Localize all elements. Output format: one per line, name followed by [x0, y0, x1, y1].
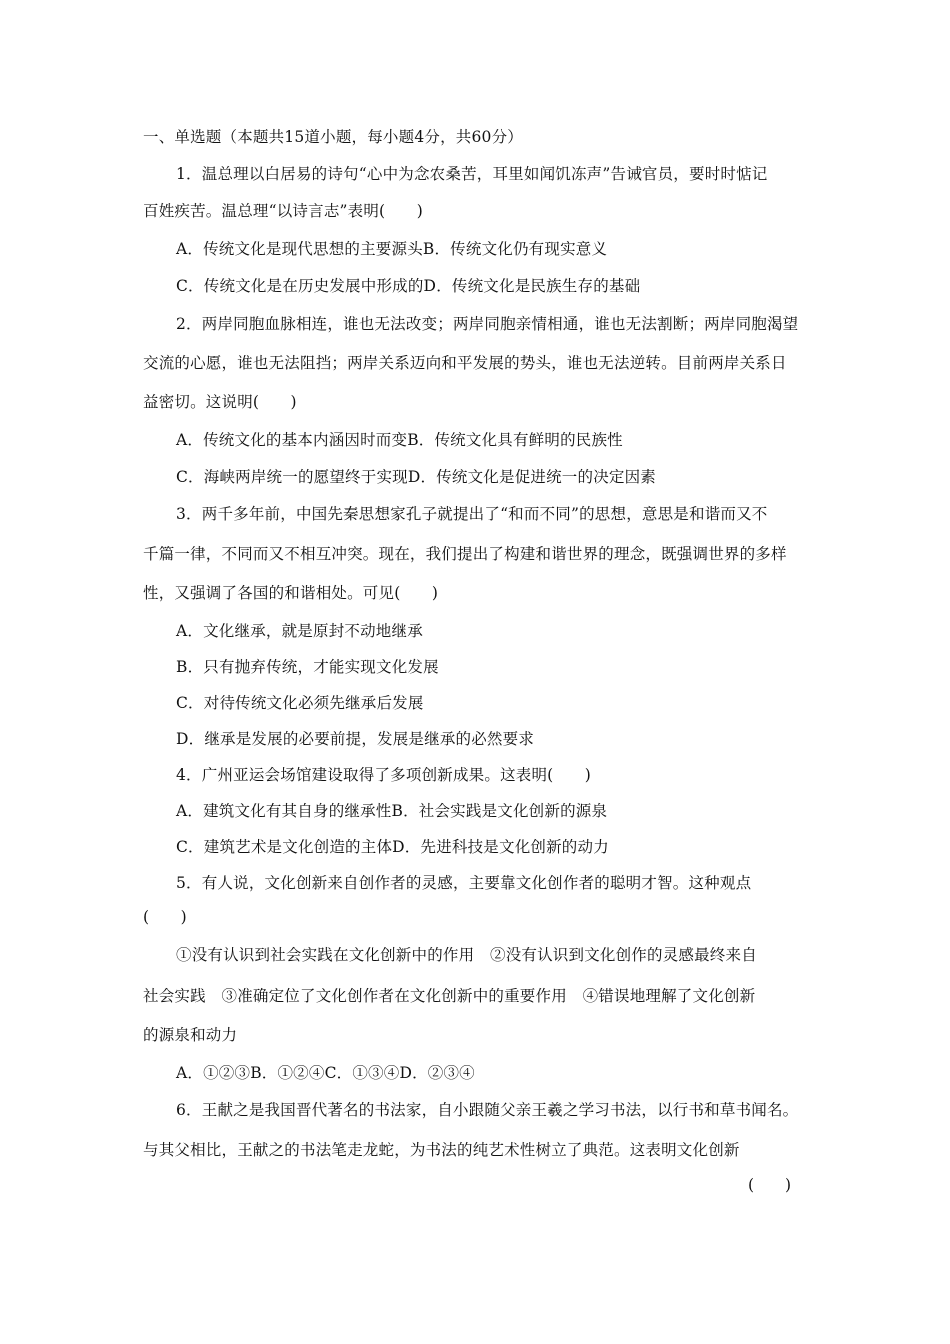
question-4-option-cd: C．建筑艺术是文化创造的主体D．先进科技是文化创新的动力	[176, 838, 609, 856]
question-3-stem-line-3: 性，又强调了各国的和谐相处。可见( )	[143, 584, 439, 602]
question-2-option-cd: C．海峡两岸统一的愿望终于实现D．传统文化是促进统一的决定因素	[176, 468, 656, 486]
question-2-option-ab: A．传统文化的基本内涵因时而变B．传统文化具有鲜明的民族性	[176, 431, 623, 449]
question-4-stem-line-1: 4．广州亚运会场馆建设取得了多项创新成果。这表明( )	[176, 766, 592, 784]
question-2-stem-line-2: 交流的心愿，谁也无法阻挡；两岸关系迈向和平发展的势头，谁也无法逆转。目前两岸关系日	[143, 354, 787, 372]
question-3-option-d: D．继承是发展的必要前提，发展是继承的必然要求	[176, 730, 535, 748]
section-heading: 一、单选题（本题共15道小题，每小题4分，共60分）	[143, 128, 524, 146]
question-5-stem-line-1: 5．有人说，文化创新来自创作者的灵感，主要靠文化创作者的聪明才智。这种观点	[176, 874, 752, 892]
question-6-stem-line-2: 与其父相比，王献之的书法笔走龙蛇，为书法的纯艺术性树立了典范。这表明文化创新	[143, 1141, 740, 1159]
question-5-stem-line-2: ( )	[143, 908, 187, 926]
question-1-option-cd: C．传统文化是在历史发展中形成的D．传统文化是民族生存的基础	[176, 277, 641, 295]
question-1-option-ab: A．传统文化是现代思想的主要源头B．传统文化仍有现实意义	[176, 240, 608, 258]
question-3-option-c: C．对待传统文化必须先继承后发展	[176, 694, 424, 712]
question-3-option-b: B．只有抛弃传统，才能实现文化发展	[176, 658, 439, 676]
question-1-stem-line-2: 百姓疾苦。温总理“以诗言志”表明( )	[143, 202, 423, 220]
question-2-stem-line-3: 益密切。这说明( )	[143, 393, 297, 411]
question-6-answer-paren: ( )	[748, 1176, 792, 1194]
question-5-statement-line-1: ①没有认识到社会实践在文化创新中的作用 ②没有认识到文化创作的灵感最终来自	[176, 946, 757, 964]
question-3-option-a: A．文化继承，就是原封不动地继承	[176, 622, 423, 640]
question-2-stem-line-1: 2．两岸同胞血脉相连，谁也无法改变；两岸同胞亲情相通，谁也无法割断；两岸同胞渴望	[176, 315, 799, 333]
question-5-options: A．①②③B．①②④C．①③④D．②③④	[176, 1064, 475, 1082]
question-1-stem-line-1: 1．温总理以白居易的诗句“心中为念农桑苦，耳里如闻饥冻声”告诫官员，要时时惦记	[176, 165, 768, 183]
question-5-statement-line-2: 社会实践 ③准确定位了文化创作者在文化创新中的重要作用 ④错误地理解了文化创新	[143, 987, 756, 1005]
question-4-option-ab: A．建筑文化有其自身的继承性B．社会实践是文化创新的源泉	[176, 802, 608, 820]
question-3-stem-line-2: 千篇一律，不同而又不相互冲突。现在，我们提出了构建和谐世界的理念，既强调世界的多样	[143, 545, 787, 563]
question-5-statement-line-3: 的源泉和动力	[143, 1026, 238, 1044]
question-3-stem-line-1: 3．两千多年前，中国先秦思想家孔子就提出了“和而不同”的思想，意思是和谐而又不	[176, 505, 768, 523]
question-6-stem-line-1: 6．王献之是我国晋代著名的书法家，自小跟随父亲王羲之学习书法，以行书和草书闻名。	[176, 1101, 799, 1119]
